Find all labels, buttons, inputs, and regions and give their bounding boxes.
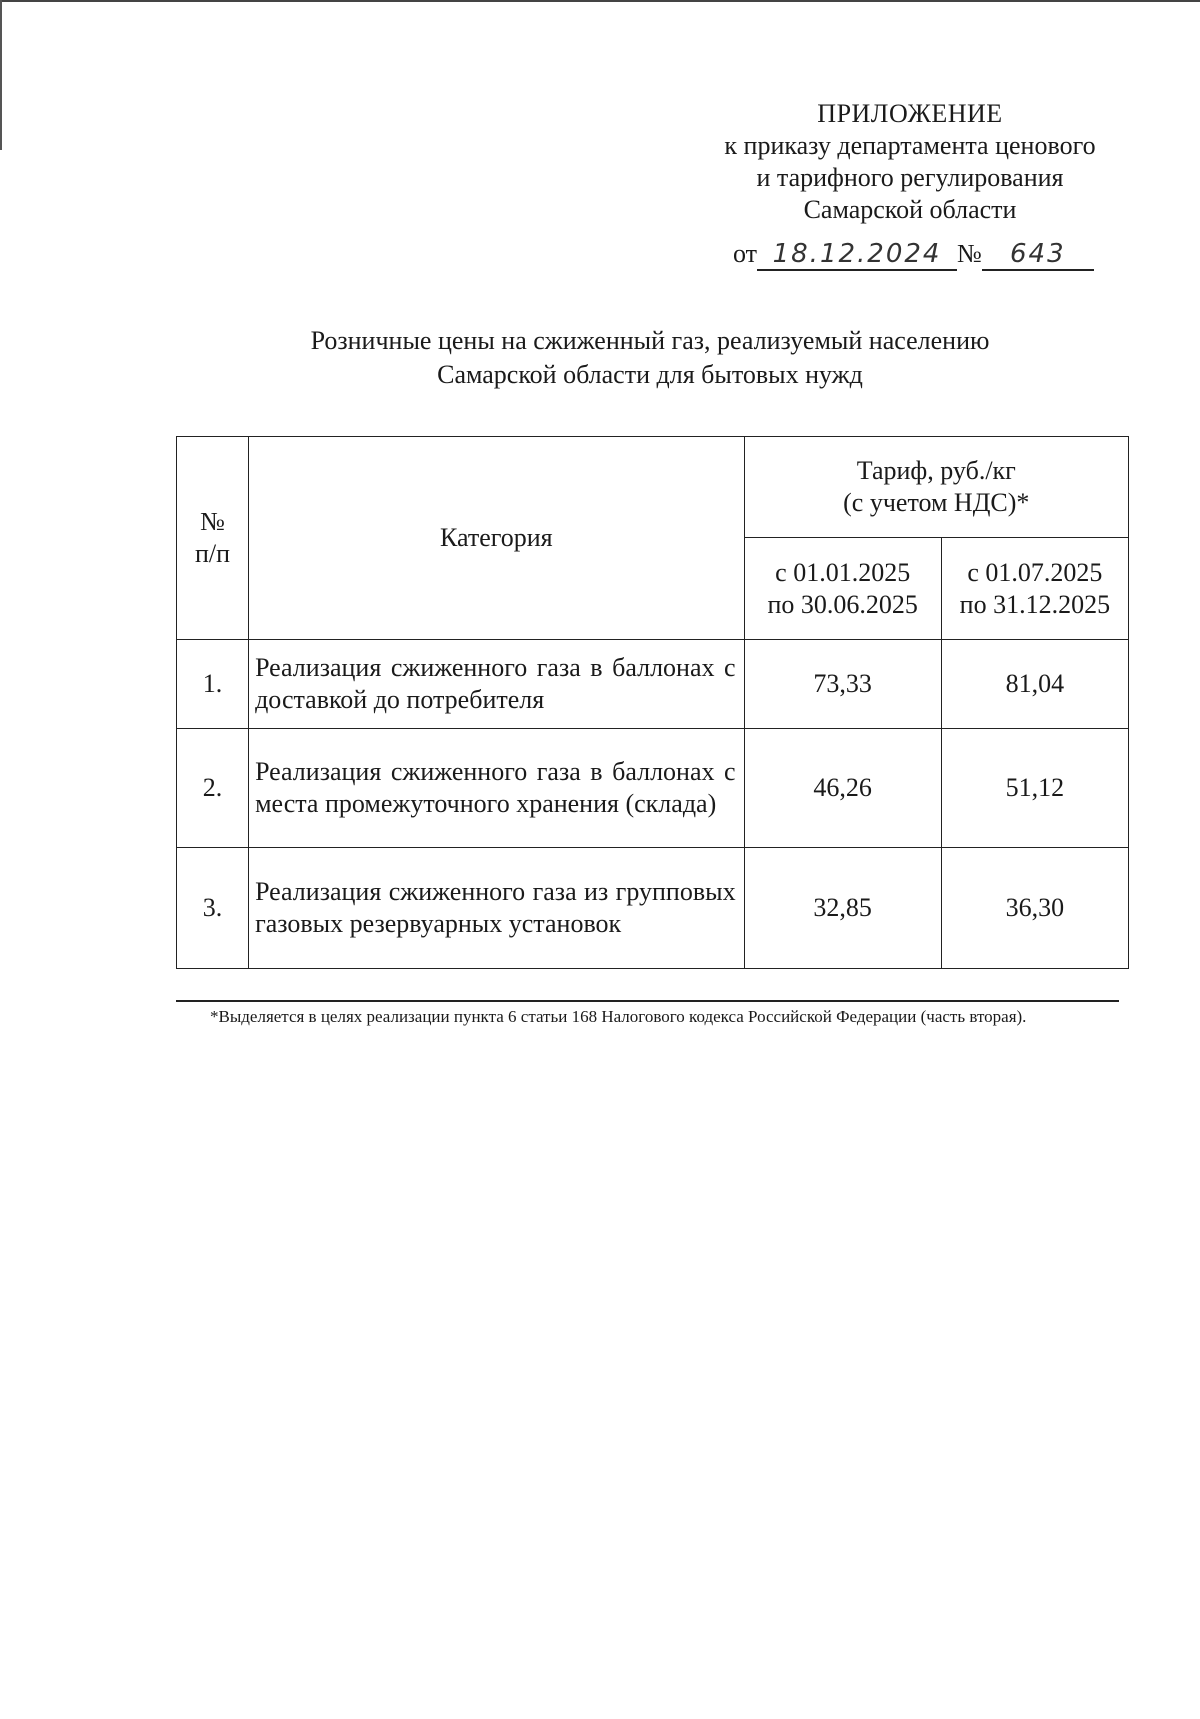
order-number: 643: [982, 239, 1094, 271]
footnote: *Выделяется в целях реализации пункта 6 статьи 168 Налогового кодекса Российской Федерации (часть вторая).: [210, 1007, 1027, 1026]
row-number: 3.: [177, 848, 249, 969]
row-price-period-1: 32,85: [744, 848, 941, 969]
scan-edge-left: [0, 0, 2, 150]
header-period-1-start: с 01.01.2025: [775, 557, 911, 587]
row-price-period-1: 46,26: [744, 729, 941, 848]
order-reference: [733, 236, 1153, 272]
row-price-period-2: 51,12: [941, 729, 1128, 848]
order-date: 18.12.2024: [757, 239, 957, 271]
appendix-line-1: к приказу департамента ценового: [724, 131, 1096, 160]
document-title-line-1: Розничные цены на сжиженный газ, реализуемый населению: [310, 326, 990, 355]
header-tariff: [744, 437, 1128, 538]
document-title: [170, 324, 1130, 392]
row-number: 2.: [177, 729, 249, 848]
header-number-sign: №: [200, 507, 225, 536]
row-category: [249, 640, 745, 729]
header-number: [177, 437, 249, 640]
row-price-period-2: 36,30: [941, 848, 1128, 969]
row-category-text: Реализация сжиженного газа в баллонах с места промежуточного хранения (склада): [255, 757, 736, 818]
appendix-header: [690, 98, 1130, 226]
table-row: [177, 640, 1129, 729]
table-header-row: [177, 437, 1129, 538]
header-tariff-line-1: Тариф, руб./кг: [856, 456, 1016, 485]
header-number-pp: п/п: [195, 539, 231, 568]
header-category: Категория: [249, 437, 745, 640]
header-period-2: [941, 538, 1128, 640]
row-category: [249, 848, 745, 969]
table-row: [177, 729, 1129, 848]
tariff-table: [176, 436, 1129, 969]
row-category-text: Реализация сжиженного газа в баллонах с доставкой до потребителя: [255, 653, 736, 714]
appendix-line-2: и тарифного регулирования: [756, 163, 1064, 192]
table-row: [177, 848, 1129, 969]
scan-edge-top: [0, 0, 1200, 2]
footnote-divider: [176, 1000, 1119, 1002]
header-period-2-end: по 31.12.2025: [959, 589, 1111, 619]
header-period-1: [744, 538, 941, 640]
order-from-label: от: [733, 239, 758, 268]
header-tariff-line-2: (с учетом НДС)*: [843, 488, 1030, 517]
row-price-period-2: 81,04: [941, 640, 1128, 729]
appendix-title: ПРИЛОЖЕНИЕ: [817, 99, 1003, 128]
row-number: 1.: [177, 640, 249, 729]
document-title-line-2: Самарской области для бытовых нужд: [437, 360, 863, 389]
header-period-2-start: с 01.07.2025: [967, 557, 1103, 587]
appendix-line-3: Самарской области: [803, 195, 1017, 224]
row-category: [249, 729, 745, 848]
row-category-text: Реализация сжиженного газа из групповых газовых резервуарных установок: [255, 877, 736, 938]
header-period-1-end: по 30.06.2025: [767, 589, 918, 619]
order-number-label: №: [957, 239, 982, 268]
row-price-period-1: 73,33: [744, 640, 941, 729]
